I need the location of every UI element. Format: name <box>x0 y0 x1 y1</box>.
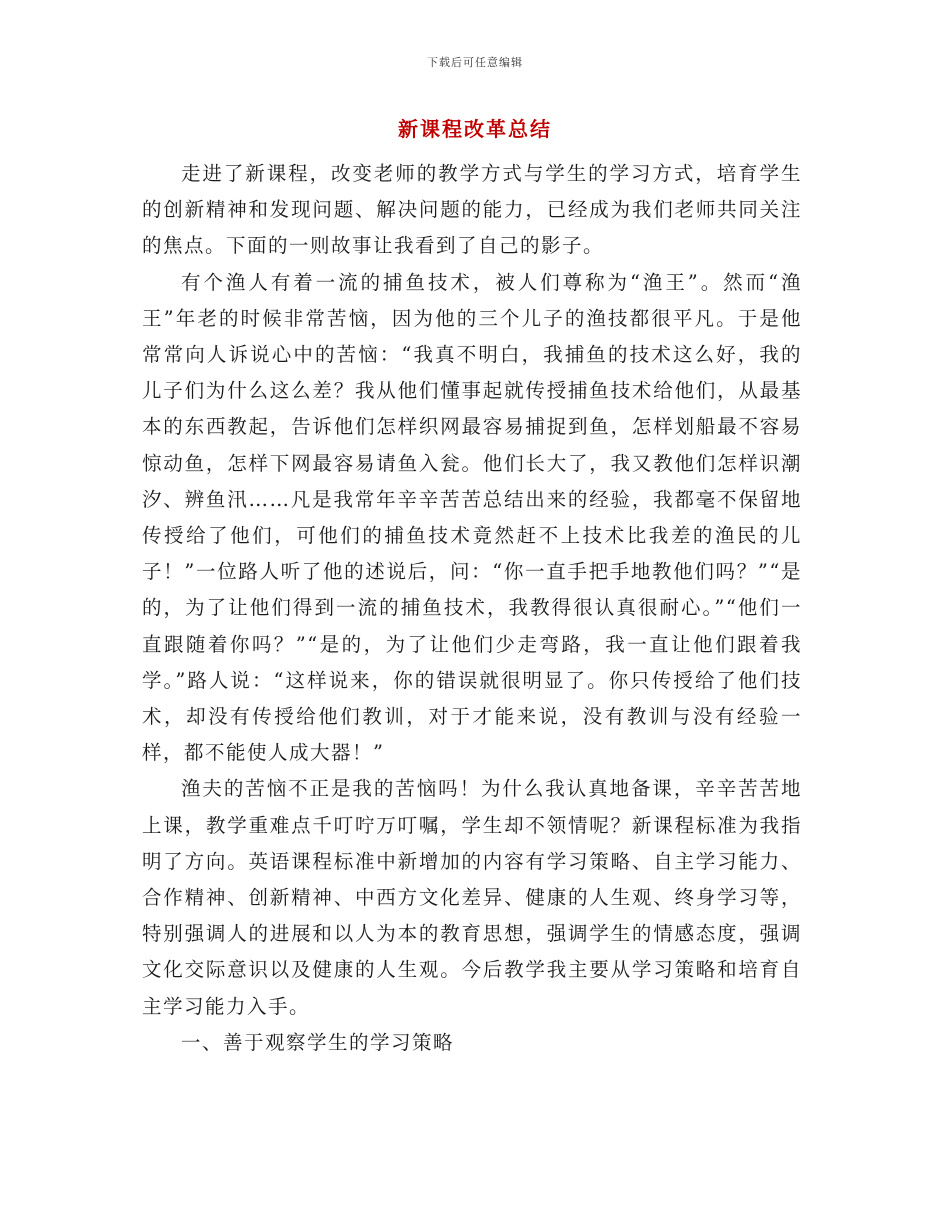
paragraph-fisherman-story: 有个渔人有着一流的捕鱼技术，被人们尊称为“渔王”。然而“渔王”年老的时候非常苦恼，因为他的三个儿子的渔技都很平凡。于是他常常向人诉说心中的苦恼：“我真不明白，我捕鱼的技术这么好，我的儿子们为什么这么差？我从他们懂事起就传授捕鱼技术给他们，从最基本的东西教起，告诉他们怎样织网最容易捕捉到鱼，怎样划船最不容易惊动鱼，怎样下网最容易请鱼入瓮。他们长大了，我又教他们怎样识潮汐、辨鱼汛……凡是我常年辛辛苦苦总结出来的经验，我都毫不保留地传授给了他们，可他们的捕鱼技术竟然赶不上技术比我差的渔民的儿子！”一位路人听了他的述说后，问：“你一直手把手地教他们吗？”“是的，为了让他们得到一流的捕鱼技术，我教得很认真很耐心。”“他们一直跟随着你吗？”“是的，为了让他们少走弯路，我一直让他们跟着我学。”路人说：“这样说来，你的错误就很明显了。你只传授给了他们技术，却没有传授给他们教训，对于才能来说，没有教训与没有经验一样，都不能使人成大器！” <box>142 270 802 765</box>
paragraph-intro: 走进了新课程，改变老师的教学方式与学生的学习方式，培育学生的创新精神和发现问题、解决问题的能力，已经成为我们老师共同关注的焦点。下面的一则故事让我看到了自己的影子。 <box>142 162 802 258</box>
document-body <box>142 156 802 1061</box>
page-header-note: 下载后可任意编辑 <box>427 56 523 69</box>
document-title: 新课程改革总结 <box>398 117 552 141</box>
paragraph-reflection: 渔夫的苦恼不正是我的苦恼吗！为什么我认真地备课，辛辛苦苦地上课，教学重难点千叮咛万叮嘱，学生却不领情呢？新课程标准为我指明了方向。英语课程标准中新增加的内容有学习策略、自主学习能力、合作精神、创新精神、中西方文化差异、健康的人生观、终身学习等，特别强调人的进展和以人为本的教育思想，强调学生的情感态度，强调文化交际意识以及健康的人生观。今后教学我主要从学习策略和培育自主学习能力入手。 <box>142 777 802 1018</box>
section-heading: 一、善于观察学生的学习策略 <box>181 1030 455 1054</box>
